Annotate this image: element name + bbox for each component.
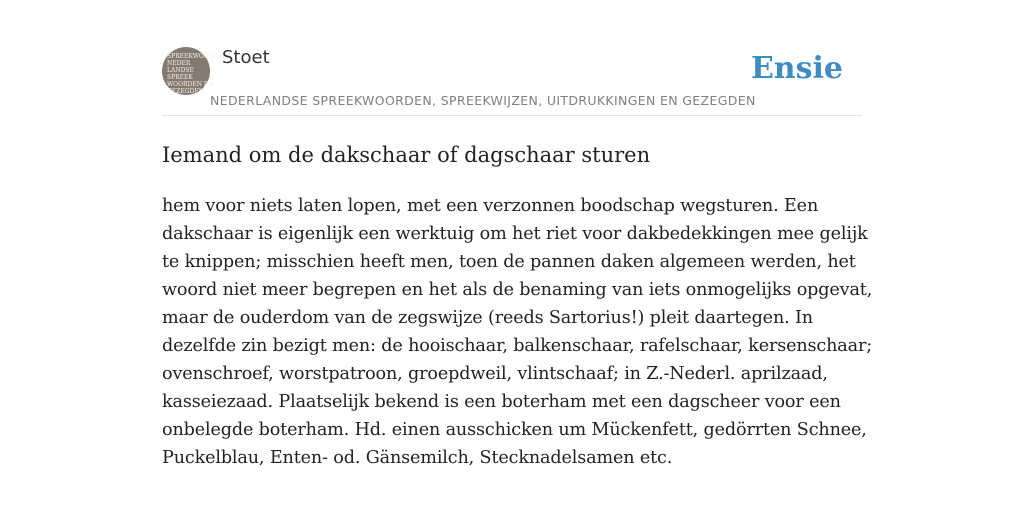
definition-line: onbelegde boterham. Hd. einen ausschicken um Mückenfett, gedörrten Schnee, xyxy=(162,420,867,440)
header-divider xyxy=(162,115,862,116)
definition-line: ovenschroef, worstpatroon, groepdweil, vlintschaaf; in Z.-Nederl. aprilzaad, xyxy=(162,364,828,384)
avatar[interactable] xyxy=(162,47,228,95)
definition-line: maar de ouderdom van de zegswijze (reeds Sartorius!) pleit daartegen. In xyxy=(162,308,813,328)
avatar-text-line: GEZEGDEN xyxy=(167,88,204,95)
definition-line: hem voor niets laten lopen, met een verzonnen boodschap wegsturen. Een xyxy=(162,196,819,216)
entry-definition xyxy=(162,192,873,472)
definition-line: woord niet meer begrepen en het als de benaming van iets onmogelijks opgevat, xyxy=(162,280,873,300)
definition-line: te knippen; misschien heeft men, toen de pannen daken algemeen werden, het xyxy=(162,252,856,272)
avatar-text-line: WOORDEN EN xyxy=(167,81,214,88)
source-subtitle[interactable]: NEDERLANDSE SPREEKWOORDEN, SPREEKWIJZEN, UITDRUKKINGEN EN GEZEGDEN xyxy=(210,93,756,108)
definition-line: kasseiezaad. Plaatselijk bekend is een boterham met een dagscheer voor een xyxy=(162,392,841,412)
ensie-logo[interactable]: Ensie xyxy=(750,51,843,86)
definition-line: dakschaar is eigenlijk een werktuig om het riet voor dakbedekkingen mee gelijk xyxy=(162,224,868,244)
avatar-text-line: SPREEKWOORDEN xyxy=(167,53,228,60)
page-title: Iemand om de dakschaar of dagschaar sturen xyxy=(162,143,651,167)
avatar-text-line: NEDER xyxy=(167,60,191,67)
avatar-text-line: SPREEK xyxy=(167,74,193,81)
definition-line: Puckelblau, Enten- od. Gänsemilch, Stecknadelsamen etc. xyxy=(162,448,673,468)
author-link[interactable]: Stoet xyxy=(222,47,270,68)
definition-line: dezelfde zin bezigt men: de hooischaar, balkenschaar, rafelschaar, kersenschaar; xyxy=(162,336,873,356)
avatar-text-line: LANDSE xyxy=(167,67,194,74)
